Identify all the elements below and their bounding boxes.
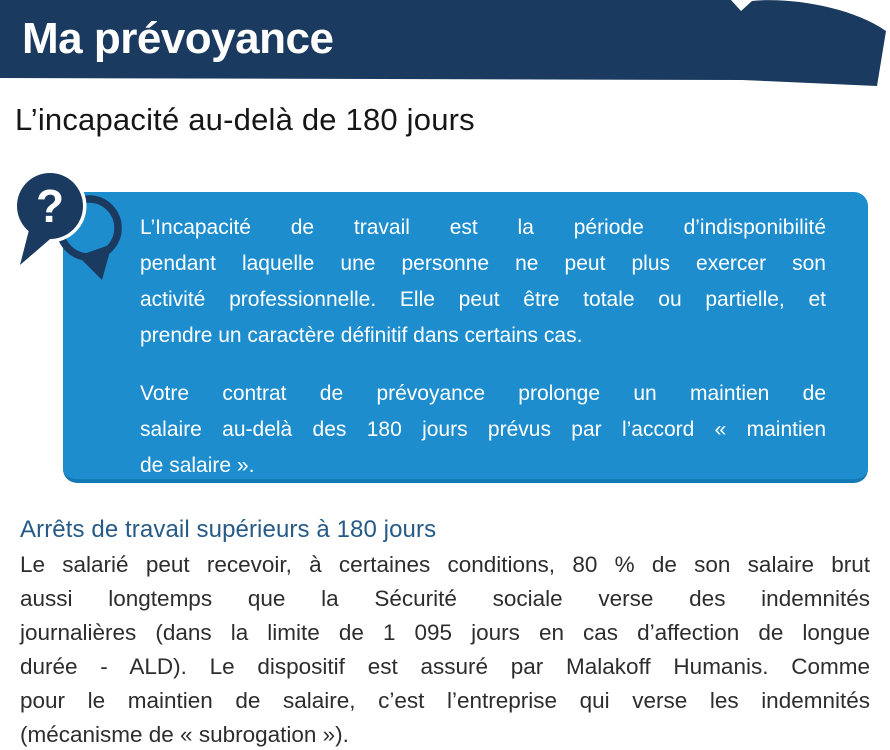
- text-line: (mécanisme de « subrogation »).: [20, 722, 349, 747]
- text-line: salaire au-delà des 180 jours prévus par l’accord « maintien: [140, 418, 826, 441]
- text-line: Votre contrat de prévoyance prolonge un maintien de: [140, 382, 826, 405]
- callout-box: [63, 192, 868, 483]
- callout-paragraph-2: [140, 376, 826, 484]
- text-line: pour le maintien de salaire, c’est l’entreprise qui verse les indemnités: [20, 688, 870, 713]
- body-paragraph: [20, 548, 870, 750]
- text-line: aussi longtemps que la Sécurité sociale verse des indemnités: [20, 586, 870, 611]
- question-speech-bubbles-icon: [14, 168, 128, 288]
- text-line: activité professionnelle. Elle peut être totale ou partielle, et: [140, 288, 826, 311]
- text-line: L’Incapacité de travail est la période d’indisponibilité: [140, 216, 826, 239]
- page-title: Ma prévoyance: [22, 14, 334, 63]
- question-mark-glyph: ?: [35, 180, 65, 232]
- text-line: de salaire ».: [140, 454, 255, 477]
- text-line: prendre un caractère définitif dans certains cas.: [140, 324, 583, 347]
- text-line: pendant laquelle une personne ne peut plus exercer son: [140, 252, 826, 275]
- text-line: durée - ALD). Le dispositif est assuré par Malakoff Humanis. Comme: [20, 654, 870, 679]
- text-line: journalières (dans la limite de 1 095 jours en cas d’affection de longue: [20, 620, 870, 645]
- page-subtitle: L’incapacité au-delà de 180 jours: [15, 102, 475, 137]
- section-heading: Arrêts de travail supérieurs à 180 jours: [20, 516, 437, 543]
- text-line: Le salarié peut recevoir, à certaines conditions, 80 % de son salaire brut: [20, 552, 870, 577]
- callout-paragraph-1: [140, 210, 826, 354]
